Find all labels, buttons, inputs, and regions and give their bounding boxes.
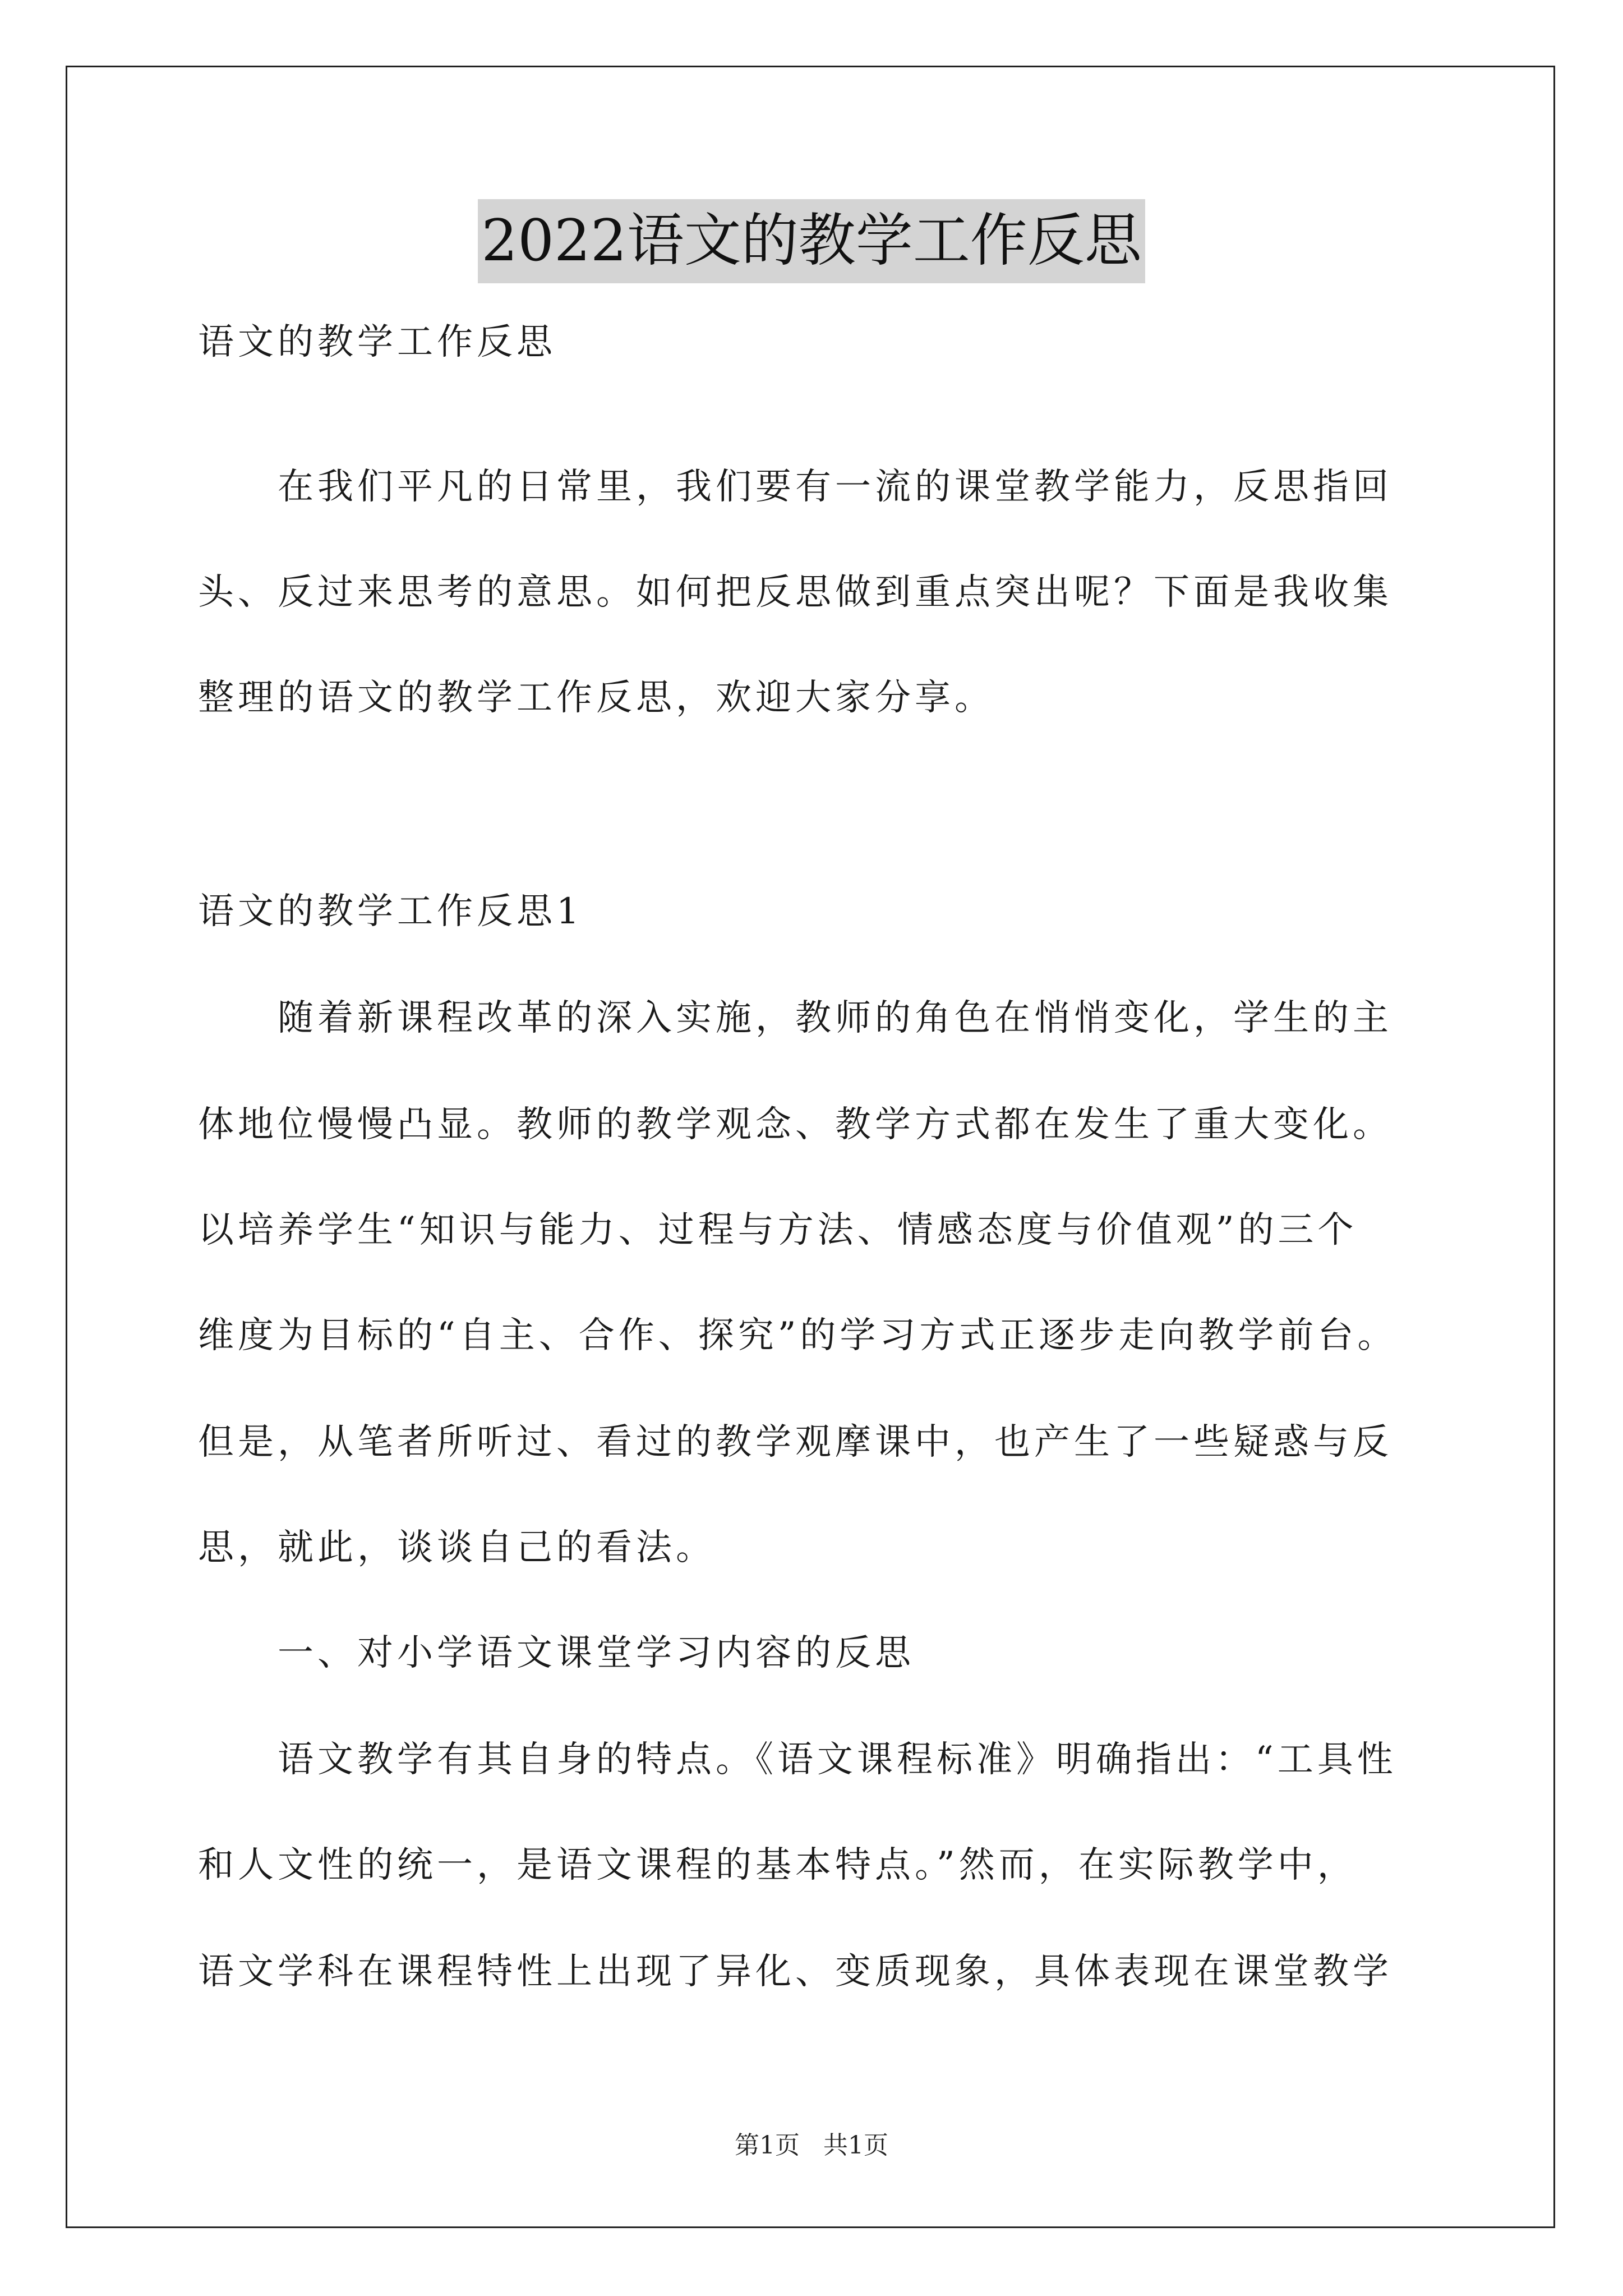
paragraph-line: 语文学科在课程特性上出现了异化、变质现象，具体表现在课堂教学 [198,1951,1393,1993]
subsection-heading: 一、对小学语文课堂学习内容的反思 [278,1632,915,1674]
document-title: 2022语文的教学工作反思 [478,199,1145,283]
paragraph-line: 维度为目标的“自主、合作、探究”的学习方式正逐步走向教学前台。 [198,1315,1398,1356]
section-heading: 语文的教学工作反思1 [198,891,583,932]
paragraph-line: 在我们平凡的日常里，我们要有一流的课堂教学能力，反思指回 [278,466,1393,508]
subtitle-line: 语文的教学工作反思 [198,321,556,363]
paragraph-line: 和人文性的统一，是语文课程的基本特点。”然而，在实际教学中， [198,1844,1357,1886]
page-footer: 第1页 共1页 [735,2131,888,2160]
paragraph-line: 思，就此，谈谈自己的看法。 [198,1527,716,1568]
paragraph-line: 随着新课程改革的深入实施，教师的角色在悄悄变化，学生的主 [278,997,1393,1039]
paragraph-line: 头、反过来思考的意思。如何把反思做到重点突出呢？下面是我收集 [198,572,1393,613]
paragraph-line: 以培养学生“知识与能力、过程与方法、情感态度与价值观”的三个 [198,1209,1358,1251]
paragraph-line: 体地位慢慢凸显。教师的教学观念、教学方式都在发生了重大变化。 [198,1104,1393,1145]
title-block [0,199,1623,283]
paragraph-line: 语文教学有其自身的特点。《语文课程标准》明确指出：“工具性 [278,1739,1397,1780]
paragraph-line: 但是，从笔者所听过、看过的教学观摩课中，也产生了一些疑惑与反 [198,1421,1393,1463]
paragraph-line: 整理的语文的教学工作反思，欢迎大家分享。 [198,677,994,719]
